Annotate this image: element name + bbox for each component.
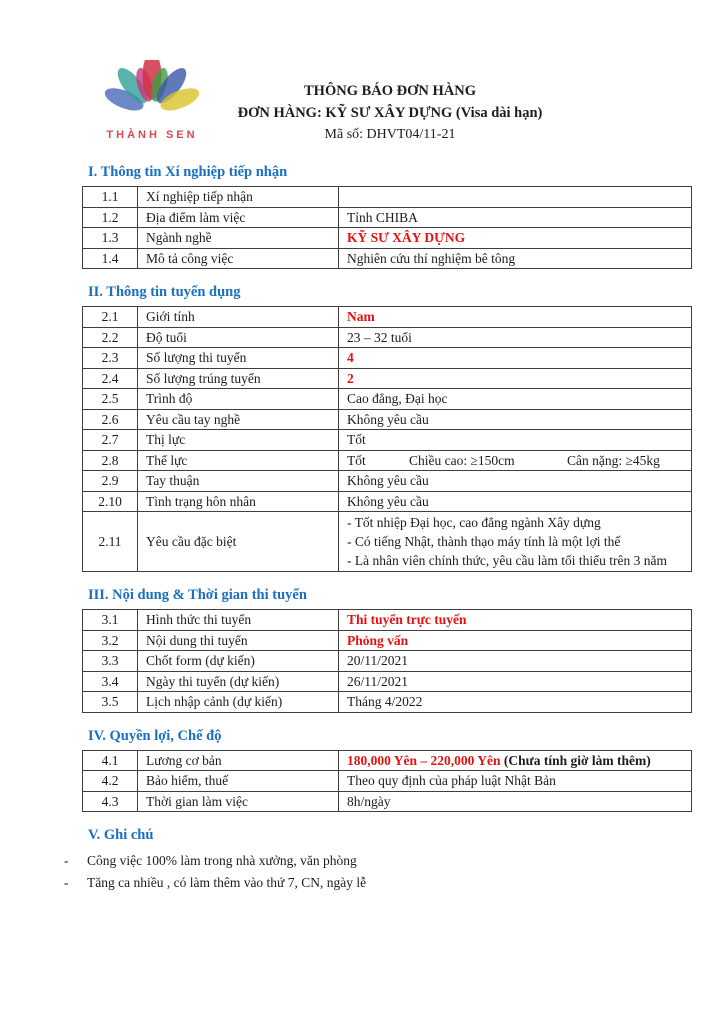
row-value [339, 187, 692, 208]
physical-general: Tốt [347, 452, 366, 468]
logo-text: THÀNH SEN [106, 129, 198, 141]
section-1-table [82, 186, 692, 269]
row-label: Thời gian làm việc [138, 791, 339, 812]
row-number: 2.2 [83, 327, 138, 348]
salary-range: 180,000 Yên – 220,000 Yên [347, 752, 501, 768]
document-title: THÔNG BÁO ĐƠN HÀNG [304, 83, 476, 99]
row-value-highlight: Thi tuyển trực tuyến [339, 610, 692, 631]
row-value: Theo quy định của pháp luật Nhật Bản [339, 771, 692, 792]
note-text: Công việc 100% làm trong nhà xưởng, văn phòng [87, 853, 357, 868]
requirement-line: - Tốt nhiệp Đại học, cao đẳng ngành Xây dựng [347, 515, 601, 530]
row-label: Xí nghiệp tiếp nhận [138, 187, 339, 208]
section-4-table [82, 750, 692, 813]
row-label: Chốt form (dự kiến) [138, 651, 339, 672]
document-code: Mã số: DHVT04/11-21 [324, 127, 456, 142]
row-number: 3.4 [83, 671, 138, 692]
table-row [83, 471, 692, 492]
row-label: Tình trạng hôn nhân [138, 491, 339, 512]
row-value: Không yêu cầu [339, 491, 692, 512]
table-row [83, 630, 692, 651]
row-label: Yêu cầu đặc biệt [138, 512, 339, 572]
row-number: 3.5 [83, 692, 138, 713]
row-number: 4.1 [83, 750, 138, 771]
requirement-line: - Có tiếng Nhật, thành thạo máy tính là một lợi thế [347, 534, 621, 549]
document-header [0, 0, 724, 163]
table-row [83, 430, 692, 451]
table-row [83, 409, 692, 430]
table-row [83, 651, 692, 672]
physical-weight: Cân nặng: ≥45kg [567, 452, 660, 468]
row-number: 2.10 [83, 491, 138, 512]
row-label: Tay thuận [138, 471, 339, 492]
row-number: 1.1 [83, 187, 138, 208]
table-row [83, 368, 692, 389]
row-value-highlight: Nam [339, 307, 692, 328]
row-label: Giới tính [138, 307, 339, 328]
company-logo [90, 60, 214, 141]
row-value: Tháng 4/2022 [339, 692, 692, 713]
table-row [83, 228, 692, 249]
row-number: 3.3 [83, 651, 138, 672]
row-label: Độ tuổi [138, 327, 339, 348]
row-value-highlight: Phỏng vấn [339, 630, 692, 651]
row-label: Số lượng trúng tuyển [138, 368, 339, 389]
row-label: Lương cơ bản [138, 750, 339, 771]
table-row [83, 771, 692, 792]
row-number: 2.7 [83, 430, 138, 451]
row-label: Ngày thi tuyển (dự kiến) [138, 671, 339, 692]
table-row [83, 327, 692, 348]
row-number: 2.5 [83, 389, 138, 410]
table-row [83, 512, 692, 572]
section-5-heading: V. Ghi chú [88, 827, 154, 843]
row-number: 1.3 [83, 228, 138, 249]
requirement-line: - Là nhân viên chính thức, yêu cầu làm tối thiểu trên 3 năm [347, 553, 667, 568]
row-number: 3.2 [83, 630, 138, 651]
salary-note: (Chưa tính giờ làm thêm) [500, 752, 651, 768]
row-number: 1.4 [83, 248, 138, 269]
row-value-physical [339, 450, 692, 471]
table-row [83, 348, 692, 369]
section-3-heading: III. Nội dung & Thời gian thi tuyển [88, 587, 307, 603]
row-label: Số lượng thi tuyển [138, 348, 339, 369]
notes-list [0, 850, 724, 893]
table-row [83, 791, 692, 812]
row-number: 4.3 [83, 791, 138, 812]
note-item [64, 872, 724, 894]
section-1-heading: I. Thông tin Xí nghiệp tiếp nhận [88, 164, 288, 180]
table-row [83, 307, 692, 328]
table-row [83, 187, 692, 208]
row-label: Ngành nghề [138, 228, 339, 249]
table-row [83, 248, 692, 269]
row-number: 2.3 [83, 348, 138, 369]
row-value-salary [339, 750, 692, 771]
row-label: Bảo hiểm, thuế [138, 771, 339, 792]
section-3-table [82, 609, 692, 713]
lotus-flower-icon [104, 60, 200, 128]
section-4-heading: IV. Quyền lợi, Chế độ [88, 727, 222, 744]
table-row [83, 207, 692, 228]
row-number: 2.9 [83, 471, 138, 492]
row-label: Trình độ [138, 389, 339, 410]
note-text: Tăng ca nhiều , có làm thêm vào thứ 7, CN, ngày lễ [87, 874, 367, 890]
table-row [83, 750, 692, 771]
table-row [83, 491, 692, 512]
row-label: Mô tả công việc [138, 248, 339, 269]
row-value: 23 – 32 tuổi [339, 327, 692, 348]
section-2-heading: II. Thông tin tuyển dụng [88, 284, 241, 300]
row-value-special-requirements [339, 512, 692, 572]
bullet-dash: - [64, 853, 69, 868]
row-value-highlight: 4 [339, 348, 692, 369]
row-number: 4.2 [83, 771, 138, 792]
row-number: 2.11 [83, 512, 138, 572]
row-label: Hình thức thi tuyển [138, 610, 339, 631]
row-number: 2.1 [83, 307, 138, 328]
row-number: 2.6 [83, 409, 138, 430]
row-value-highlight: KỸ SƯ XÂY DỰNG [339, 228, 692, 249]
title-block [200, 80, 580, 146]
row-value: Tỉnh CHIBA [339, 207, 692, 228]
row-value: Tốt [339, 430, 692, 451]
table-row [83, 671, 692, 692]
document-subtitle: ĐƠN HÀNG: KỸ SƯ XÂY DỰNG (Visa dài hạn) [237, 105, 543, 121]
bullet-dash: - [64, 874, 69, 890]
row-value: Không yêu cầu [339, 471, 692, 492]
row-value: Nghiên cứu thí nghiệm bê tông [339, 248, 692, 269]
table-row [83, 610, 692, 631]
row-value: 20/11/2021 [339, 651, 692, 672]
row-value: 8h/ngày [339, 791, 692, 812]
row-number: 2.8 [83, 450, 138, 471]
row-value: 26/11/2021 [339, 671, 692, 692]
row-value: Cao đẳng, Đại học [339, 389, 692, 410]
row-number: 3.1 [83, 610, 138, 631]
row-value-highlight: 2 [339, 368, 692, 389]
row-label: Lịch nhập cảnh (dự kiến) [138, 692, 339, 713]
row-number: 2.4 [83, 368, 138, 389]
note-item [64, 850, 724, 872]
row-number: 1.2 [83, 207, 138, 228]
row-label: Nội dung thi tuyển [138, 630, 339, 651]
row-label: Thị lực [138, 430, 339, 451]
row-label: Yêu cầu tay nghề [138, 409, 339, 430]
section-2-table [82, 306, 692, 572]
table-row [83, 389, 692, 410]
table-row [83, 450, 692, 471]
row-label: Địa điểm làm việc [138, 207, 339, 228]
row-label: Thể lực [138, 450, 339, 471]
table-row [83, 692, 692, 713]
physical-height: Chiều cao: ≥150cm [409, 452, 515, 468]
row-value: Không yêu cầu [339, 409, 692, 430]
